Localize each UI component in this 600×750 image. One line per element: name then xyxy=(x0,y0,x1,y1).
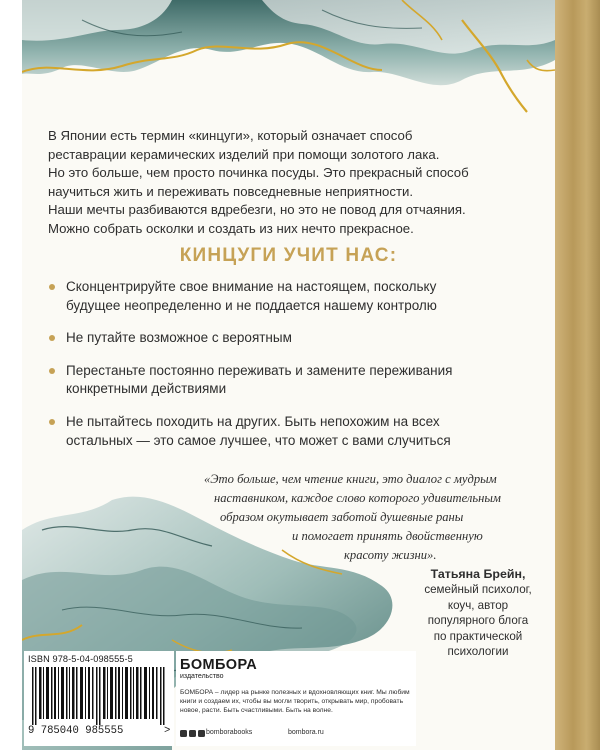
quote-line: образом окутывает заботой душевные раны xyxy=(220,510,464,524)
intro-line: Можно собрать осколки и создать из них нечто прекрасное. xyxy=(48,220,414,236)
author-name: Татьяна Брейн, xyxy=(430,567,526,581)
bullet-item xyxy=(48,278,553,315)
barcode-end-mark: > xyxy=(164,725,171,737)
intro-line: реставрации керамических изделий при помощи золотого лака. xyxy=(48,146,440,162)
bullet-text: Не путайте возможное с вероятным xyxy=(66,330,292,346)
quote-line: «Это больше, чем чтение книги, это диалог с мудрым xyxy=(204,472,497,486)
intro-line: Но это больше, чем просто починка посуды. Это прекрасный способ xyxy=(48,165,469,181)
review-quote xyxy=(182,470,547,565)
vk-icon xyxy=(189,730,196,737)
quote-line: и помогает принять двойственную xyxy=(292,529,483,543)
bullet-text: Перестаньте постоянно переживать и замените переживания xyxy=(66,362,453,378)
quote-author xyxy=(408,567,548,659)
gold-bullet-icon xyxy=(49,335,55,341)
barcode xyxy=(32,667,166,725)
bullet-item xyxy=(48,413,553,450)
author-title-line: психологии xyxy=(447,645,509,659)
top-marble-decoration xyxy=(22,0,555,115)
gold-bullet-icon xyxy=(49,419,55,425)
bullet-list xyxy=(48,278,553,450)
publisher-description: БОМБОРА – лидер на рынке полезных и вдохновляющих книг. Мы любим книги и создаем их, чтобы вы могли творить, открывать мир, пробовать новое, расти. Быть счастливыми. Быть на волне. xyxy=(180,689,410,714)
section-heading: КИНЦУГИ УЧИТ НАС: xyxy=(179,245,398,266)
publisher-logo-name: БОМБОРА xyxy=(180,657,258,673)
intro-line: научиться жить и переживать повседневные неприятности. xyxy=(48,183,414,199)
bullet-text: остальных — это самое лучшее, что может с вами случиться xyxy=(66,432,451,448)
gold-spine-edge xyxy=(555,0,600,750)
isbn-text: ISBN 978-5-04-098555-5 xyxy=(28,654,133,664)
barcode-digits-row xyxy=(24,725,174,737)
barcode-digits: 9 785040 985555 xyxy=(28,725,124,737)
author-title-line: по практической xyxy=(433,629,523,643)
gold-bullet-icon xyxy=(49,284,55,290)
intro-line: В Японии есть термин «кинцуги», который означает способ xyxy=(48,128,413,143)
author-title-line: семейный психолог, xyxy=(424,583,532,597)
bullet-text: конкретными действиями xyxy=(66,381,227,397)
book-back-cover xyxy=(22,0,555,750)
intro-line: Наши мечты разбиваются вдребезги, но это не повод для отчаяния. xyxy=(48,202,466,218)
facebook-icon xyxy=(180,730,187,737)
social-icons xyxy=(180,730,205,737)
instagram-icon xyxy=(198,730,205,737)
bullet-text: Не пытайтесь походить на других. Быть непохожим на всех xyxy=(66,413,440,429)
barcode-panel xyxy=(24,651,174,746)
bullet-item xyxy=(48,329,553,348)
publisher-panel xyxy=(176,651,416,746)
bullet-text: будущее неопределенно и не поддается нашему контролю xyxy=(66,297,437,313)
author-title-line: коуч, автор xyxy=(447,598,509,612)
quote-line: красоту жизни». xyxy=(344,548,437,562)
bullet-text: Сконцентрируйте свое внимание на настоящем, поскольку xyxy=(66,279,437,294)
quote-line: наставником, каждое слово которого удивительным xyxy=(214,491,501,505)
publisher-subtitle: издательство xyxy=(180,673,224,680)
publisher-website: bombora.ru xyxy=(288,729,324,736)
intro-paragraph xyxy=(48,127,553,239)
author-title-line: популярного блога xyxy=(427,614,529,628)
bullet-item xyxy=(48,362,553,399)
social-handle: bomborabooks xyxy=(206,729,253,736)
gold-bullet-icon xyxy=(49,368,55,374)
